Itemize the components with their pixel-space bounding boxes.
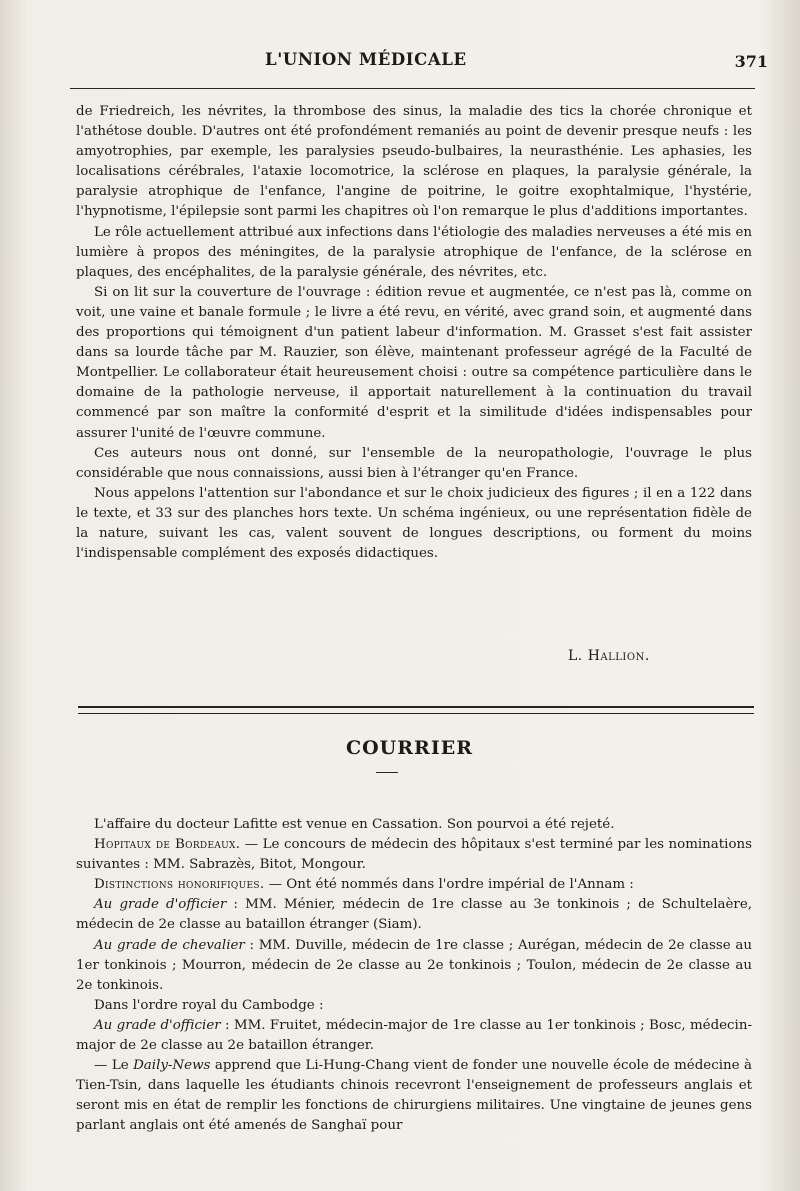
review-paragraph: de Friedreich, les névrites, la thrombose des sinus, la maladie des tics la chorée chronique et l'athétose double. D'autres ont été profondément remaniés au point de devenir presque neufs : les amyotrophies, par exemple, les paralysies pseudo-bulbaires, la neurasthénie. Les aphasies, les localisations cérébrales, l'ataxie locomotrice, la sclérose en plaques, la paralysie générale, la paralysie atrophique de l'enfance, l'angine de poitrine, le goitre exophtalmique, l'hystérie, l'hypnotisme, l'épilepsie sont parmi les chapitres où l'on remarque le plus d'additions importantes. [76,104,752,220]
courrier-news [76,815,752,1137]
news-text: : MM. Duville, médecin de 1re classe ; Aurégan, médecin de 2e classe au 1er tonkinois ; Mourron, médecin de 2e classe au 2e tonkinois ; Toulon, médecin de 2e classe au 2e tonkinois. [76,937,752,993]
news-text: apprend que Li-Hung-Chang vient de fonder une nouvelle école de médecine à Tien-Tsin, dans laquelle les étudiants chinois recevront l'enseignement de professeurs anglais et seront mis en état de remplir les fonctions de chirurgiens militaires. Une vingtaine de jeunes gens parlant anglais ont été amenés de Sanghaï pour [76,1058,752,1134]
header-rule [70,88,755,89]
news-item: Dans l'ordre royal du Cambodge : [94,997,324,1013]
news-text: : MM. Ménier, médecin de 1re classe au 3e tonkinois ; de Schultelaère, médecin de 2e classe au bataillon étranger (Siam). [76,897,753,933]
journal-title: L'UNION MÉDICALE [265,50,467,69]
news-item [76,936,752,996]
news-item [76,1016,752,1056]
book-review [76,102,752,564]
news-text: — Ont été nommés dans l'ordre impérial de l'Annam : [264,877,634,893]
news-heading: Distinctions honorifiques. [94,877,265,893]
running-head [0,50,800,80]
news-text: — Le concours de médecin des hôpitaux s'est terminé par les nominations suivantes : MM. Sabrazès, Bitot, Mongour. [76,837,753,873]
page-number: 371 [734,52,768,71]
news-heading: Hopitaux de Bordeaux. [94,837,241,853]
signature-name: Hallion. [587,648,650,664]
news-item [76,895,752,935]
grade-label: Au grade de chevalier [94,937,245,953]
news-text: : MM. Fruitet, médecin-major de 1re classe au 1er tonkinois ; Bosc, médecin-major de 2e classe au 2e bataillon étranger. [76,1017,752,1054]
review-signature [568,648,650,664]
newspaper-name: Daily-News [133,1058,211,1074]
section-title: COURRIER [346,737,473,759]
news-item: L'affaire du docteur Lafitte est venue en Cassation. Son pourvoi a été rejeté. [94,817,615,832]
section-divider [78,706,754,714]
review-paragraph: Le rôle actuellement attribué aux infections dans l'étiologie des maladies nerveuses a été mis en lumière à propos des méningites, de la paralysie atrophique de l'enfance, de la sclérose en plaques, des encéphalites, de la paralysie générale, des névrites, etc. [76,224,752,280]
news-item [76,1056,752,1136]
review-paragraph: Ces auteurs nous ont donné, sur l'ensemble de la neuropathologie, l'ouvrage le plus considérable que nous connaissions, aussi bien à l'étranger qu'en France. [76,445,752,481]
news-text: — Le [94,1058,134,1074]
news-item [76,835,752,875]
news-item [76,875,752,895]
grade-label: Au grade d'officier [94,897,227,913]
signature-initial: L. [568,648,588,664]
grade-label: Au grade d'officier [94,1017,221,1033]
review-paragraph: Si on lit sur la couverture de l'ouvrage : édition revue et augmentée, ce n'est pas là, comme on voit, une vaine et banale formule ; le livre a été revu, en vérité, avec grand soin, et augmenté dans des proportions qui témoignent d'un patient labeur d'information. M. Grasset s'est fait assister dans sa lourde tâche par M. Rauzier, son élève, maintenant professeur agrégé de la Faculté de Montpellier. Le collaborateur était heureusement choisi : outre sa compétence particulière dans le domaine de la pathologie nerveuse, il apportait naturellement à la continuation du travail commencé par son maître la conformité d'esprit et la similitude d'idées indispensables pour assurer l'unité de l'œuvre commune. [76,284,752,441]
review-paragraph: Nous appelons l'attention sur l'abondance et sur le choix judicieux des figures ; il en a 122 dans le texte, et 33 sur des planches hors texte. Un schéma ingénieux, ou une représentation fidèle de la nature, suivant les cas, valent souvent de longues descriptions, ou forment du moins l'indispensable complément des exposés didactiques. [76,485,752,562]
title-dash [376,772,398,773]
